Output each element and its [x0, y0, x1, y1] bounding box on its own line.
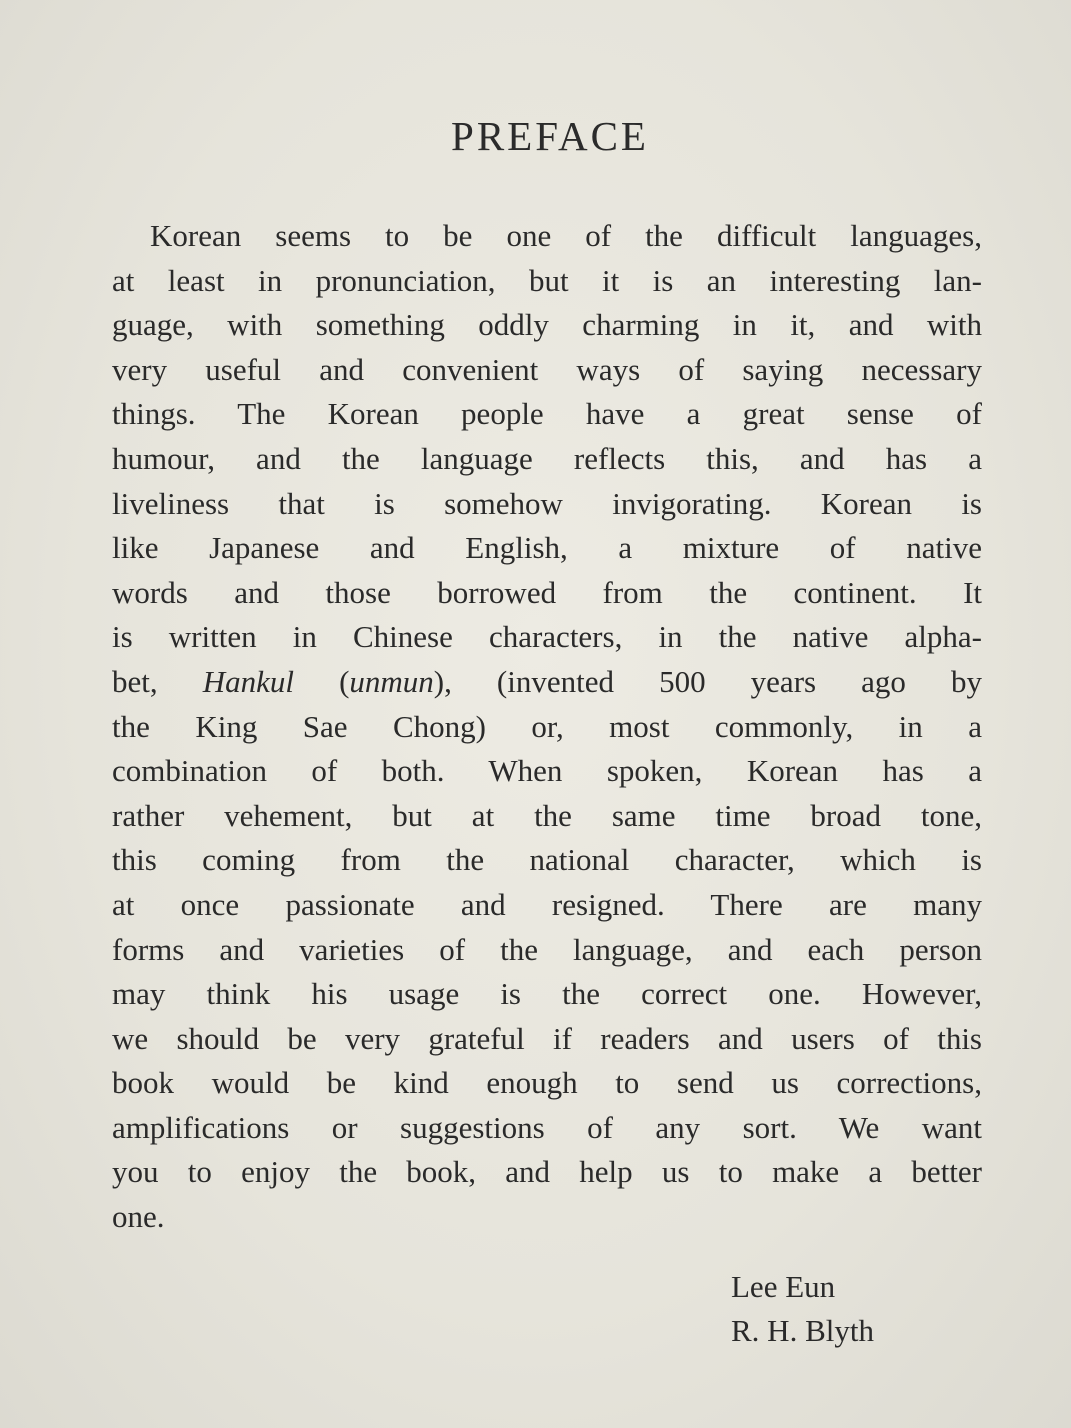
text-line: one.	[112, 1199, 165, 1235]
text-fragment: bet,	[112, 663, 203, 699]
author-name: R. H. Blyth	[731, 1313, 874, 1348]
text-line: rather vehement, but at the same time broad tone,	[112, 797, 982, 833]
text-fragment: ), (invented 500 years ago by	[433, 663, 982, 699]
text-line: this coming from the national character, which is	[112, 842, 982, 878]
text-line: book would be kind enough to send us corrections,	[112, 1065, 982, 1101]
text-line: at least in pronunciation, but it is an interesting lan-	[112, 262, 982, 298]
text-line: is written in Chinese characters, in the native alpha-	[112, 619, 982, 655]
text-line: at once passionate and resigned. There are many	[112, 886, 982, 922]
author-name: Lee Eun	[731, 1269, 836, 1304]
text-line: the King Sae Chong) or, most commonly, in a	[112, 708, 982, 744]
text-line: words and those borrowed from the continent. It	[112, 574, 982, 610]
italic-term-hankul: Hankul	[202, 663, 294, 699]
text-line: like Japanese and English, a mixture of native	[112, 530, 982, 566]
text-line: humour, and the language reflects this, and has a	[112, 440, 982, 476]
text-line: very useful and convenient ways of saying necessary	[112, 351, 982, 387]
text-line: guage, with something oddly charming in it, and with	[112, 307, 982, 343]
preface-body	[112, 214, 982, 1240]
text-line: we should be very grateful if readers and users of this	[112, 1020, 982, 1056]
text-line: may think his usage is the correct one. However,	[112, 976, 982, 1012]
signature-block	[731, 1265, 874, 1353]
text-line: forms and varieties of the language, and each person	[112, 931, 982, 967]
text-fragment: (	[293, 663, 350, 699]
text-line: things. The Korean people have a great sense of	[112, 396, 982, 432]
text-line: combination of both. When spoken, Korean has a	[112, 753, 982, 789]
text-line: liveliness that is somehow invigorating. Korean is	[112, 485, 982, 521]
page-title: PREFACE	[451, 113, 649, 159]
text-line-italic-terms	[112, 660, 982, 705]
text-line: Korean seems to be one of the difficult languages,	[150, 218, 982, 253]
italic-term-unmun: unmun	[349, 663, 434, 699]
text-line: amplifications or suggestions of any sort. We want	[112, 1109, 982, 1145]
text-line: you to enjoy the book, and help us to make a better	[112, 1154, 982, 1190]
